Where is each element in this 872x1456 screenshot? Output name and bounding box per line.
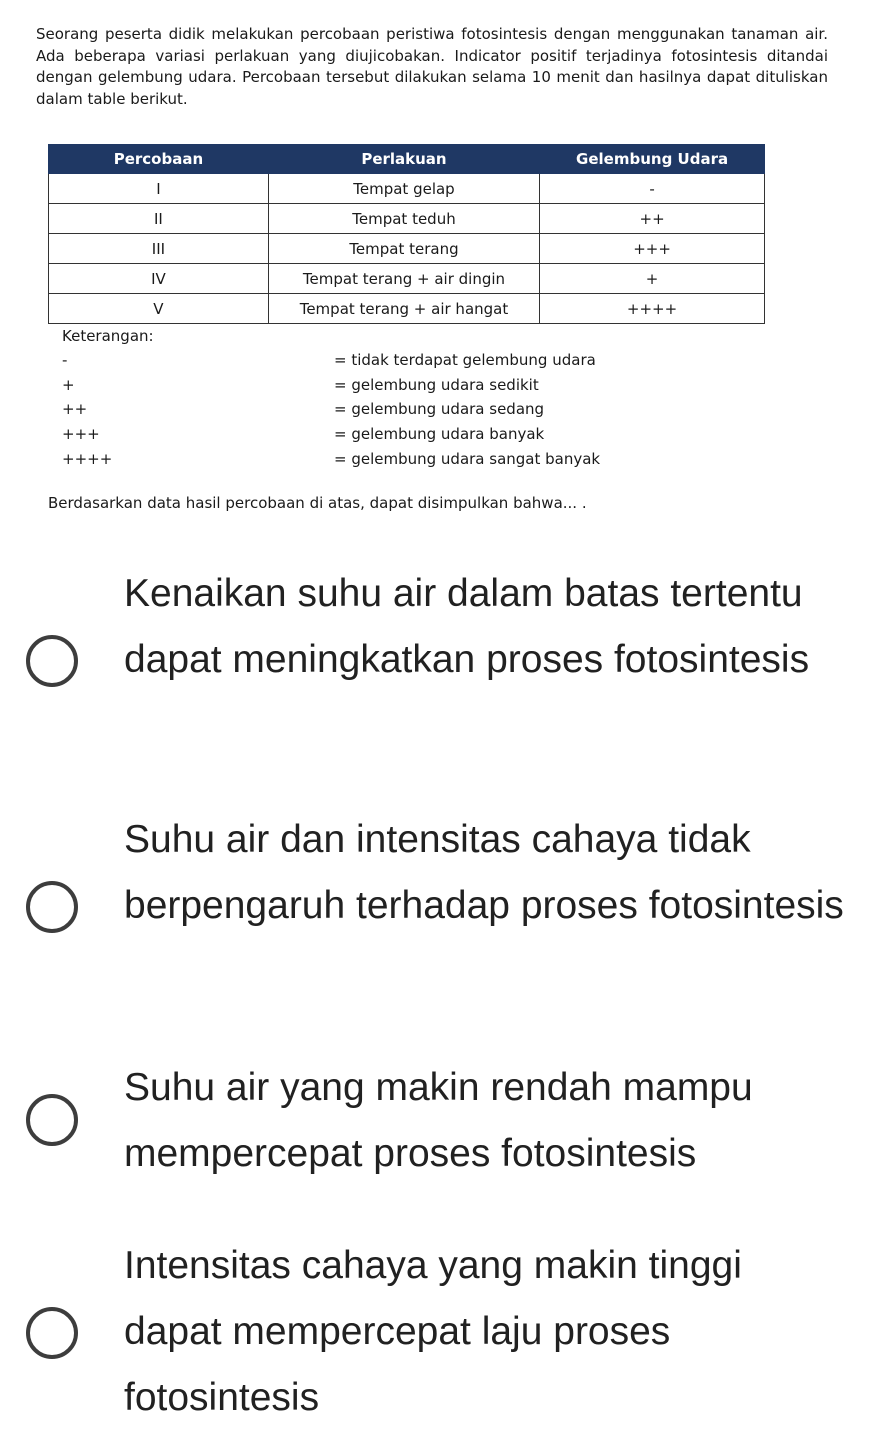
- table-header-gelembung: Gelembung Udara: [540, 145, 765, 174]
- radio-button-unchecked-icon[interactable]: [26, 881, 78, 933]
- table-cell-perlakuan: Tempat terang + air dingin: [268, 264, 539, 294]
- table-cell-percobaan: IV: [49, 264, 269, 294]
- table-header-perlakuan: Perlakuan: [268, 145, 539, 174]
- table-cell-perlakuan: Tempat teduh: [268, 204, 539, 234]
- legend-item: [62, 400, 762, 422]
- legend-symbol: -: [62, 351, 68, 369]
- table-cell-percobaan: II: [49, 204, 269, 234]
- experiment-table: [48, 144, 765, 324]
- answer-option-text: Intensitas cahaya yang makin tinggi dapat mempercepat laju proses fotosintesis: [124, 1244, 742, 1419]
- table-cell-gelembung: ++: [540, 204, 765, 234]
- table-cell-gelembung: +: [540, 264, 765, 294]
- legend-meaning: = gelembung udara sedikit: [334, 376, 539, 394]
- table-header-row: [49, 145, 765, 174]
- legend-symbol: ++: [62, 400, 88, 418]
- radio-button-unchecked-icon[interactable]: [26, 1094, 78, 1146]
- table-cell-gelembung: +++: [540, 234, 765, 264]
- table-header-percobaan: Percobaan: [49, 145, 269, 174]
- legend-symbol: +: [62, 376, 75, 394]
- legend-meaning: = gelembung udara sedang: [334, 400, 545, 418]
- legend-symbol: ++++: [62, 450, 113, 468]
- answer-option-3[interactable]: [0, 1055, 872, 1187]
- answer-option-text: Kenaikan suhu air dalam batas tertentu dapat meningkatkan proses fotosintesis: [124, 572, 810, 681]
- table-row: [49, 234, 765, 264]
- answer-option-4[interactable]: [0, 1233, 872, 1431]
- table-cell-gelembung: -: [540, 174, 765, 204]
- legend-title: Keterangan:: [62, 327, 154, 345]
- question-image: [0, 0, 872, 530]
- answer-option-text: Suhu air yang makin rendah mampu mempercepat proses fotosintesis: [124, 1066, 753, 1175]
- legend-meaning: = gelembung udara banyak: [334, 425, 545, 443]
- answer-option-text: Suhu air dan intensitas cahaya tidak berpengaruh terhadap proses fotosintesis: [124, 818, 844, 927]
- table-row: [49, 264, 765, 294]
- radio-button-unchecked-icon[interactable]: [26, 635, 78, 687]
- question-intro: Seorang peserta didik melakukan percobaan peristiwa fotosintesis dengan menggunakan tanaman air. Ada beberapa variasi perlakuan yang diujicobakan. Indicator positif terjadinya fotosintesis ditandai dengan gelembung udara. Percobaan tersebut dilakukan selama 10 menit dan hasilnya dapat dituliskan dalam table berikut.: [36, 25, 828, 108]
- legend-item: [62, 351, 762, 373]
- table-cell-perlakuan: Tempat terang: [268, 234, 539, 264]
- legend-item: [62, 376, 762, 398]
- table-cell-percobaan: I: [49, 174, 269, 204]
- table-row: [49, 174, 765, 204]
- table-row: [49, 204, 765, 234]
- question-prompt: Berdasarkan data hasil percobaan di atas, dapat disimpulkan bahwa... .: [48, 494, 587, 512]
- answer-option-1[interactable]: [0, 561, 872, 759]
- legend-meaning: = tidak terdapat gelembung udara: [334, 351, 596, 369]
- legend-item: [62, 450, 762, 472]
- table-cell-percobaan: V: [49, 294, 269, 324]
- legend-meaning: = gelembung udara sangat banyak: [334, 450, 601, 468]
- table-cell-gelembung: ++++: [540, 294, 765, 324]
- table-cell-percobaan: III: [49, 234, 269, 264]
- legend-item: [62, 425, 762, 447]
- radio-button-unchecked-icon[interactable]: [26, 1307, 78, 1359]
- table-row: [49, 294, 765, 324]
- answer-option-2[interactable]: [0, 807, 872, 1005]
- legend-symbol: +++: [62, 425, 100, 443]
- table-cell-perlakuan: Tempat terang + air hangat: [268, 294, 539, 324]
- table-cell-perlakuan: Tempat gelap: [268, 174, 539, 204]
